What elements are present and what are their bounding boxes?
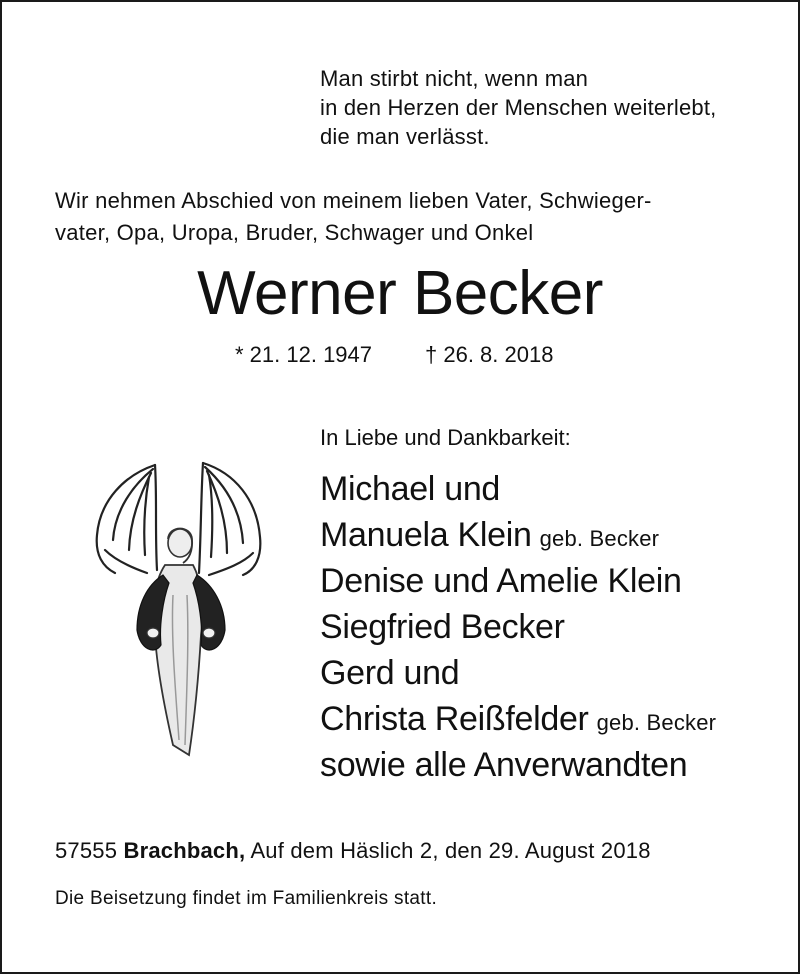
mourner-name: Gerd und (320, 654, 460, 692)
mourner (320, 650, 716, 696)
death-date: † 26. 8. 2018 (425, 342, 554, 367)
quote-line: Man stirbt nicht, wenn man (320, 66, 589, 91)
mourner-maiden-name: geb. Becker (596, 710, 717, 735)
intro-line: vater, Opa, Uropa, Bruder, Schwager und Onkel (55, 220, 534, 245)
address-line (55, 835, 651, 867)
mourner-name: Michael und (320, 470, 501, 508)
mourner-name: Denise und Amelie Klein (320, 562, 682, 600)
address-zip: 57555 (55, 838, 118, 863)
mourners-list (320, 466, 716, 788)
quote (320, 64, 716, 151)
quote-line: die man verlässt. (320, 124, 490, 149)
intro-text (55, 185, 652, 249)
address-details: Auf dem Häslich 2, den 29. August 2018 (250, 838, 651, 863)
mourner-name: Manuela Klein (320, 516, 532, 554)
mourner (320, 604, 716, 650)
mourner-maiden-name: geb. Becker (539, 526, 660, 551)
mourner (320, 696, 716, 742)
mourner-name: sowie alle Anverwandten (320, 746, 688, 784)
mourner (320, 466, 716, 512)
burial-note: Die Beisetzung findet im Familienkreis statt. (55, 888, 438, 909)
angel-illustration-icon (85, 455, 270, 765)
birth-date: * 21. 12. 1947 (235, 342, 373, 367)
quote-line: in den Herzen der Menschen weiterlebt, (320, 95, 717, 120)
thanks-line: In Liebe und Dankbarkeit: (320, 425, 571, 450)
mourner (320, 558, 716, 604)
mourner (320, 742, 716, 788)
intro-line: Wir nehmen Abschied von meinem lieben Vater, Schwieger- (55, 188, 652, 213)
mourner-name: Siegfried Becker (320, 608, 565, 646)
deceased-name: Werner Becker (197, 259, 603, 328)
mourner (320, 512, 716, 558)
address-town: Brachbach, (123, 838, 246, 863)
mourner-name: Christa Reißfelder (320, 700, 589, 738)
